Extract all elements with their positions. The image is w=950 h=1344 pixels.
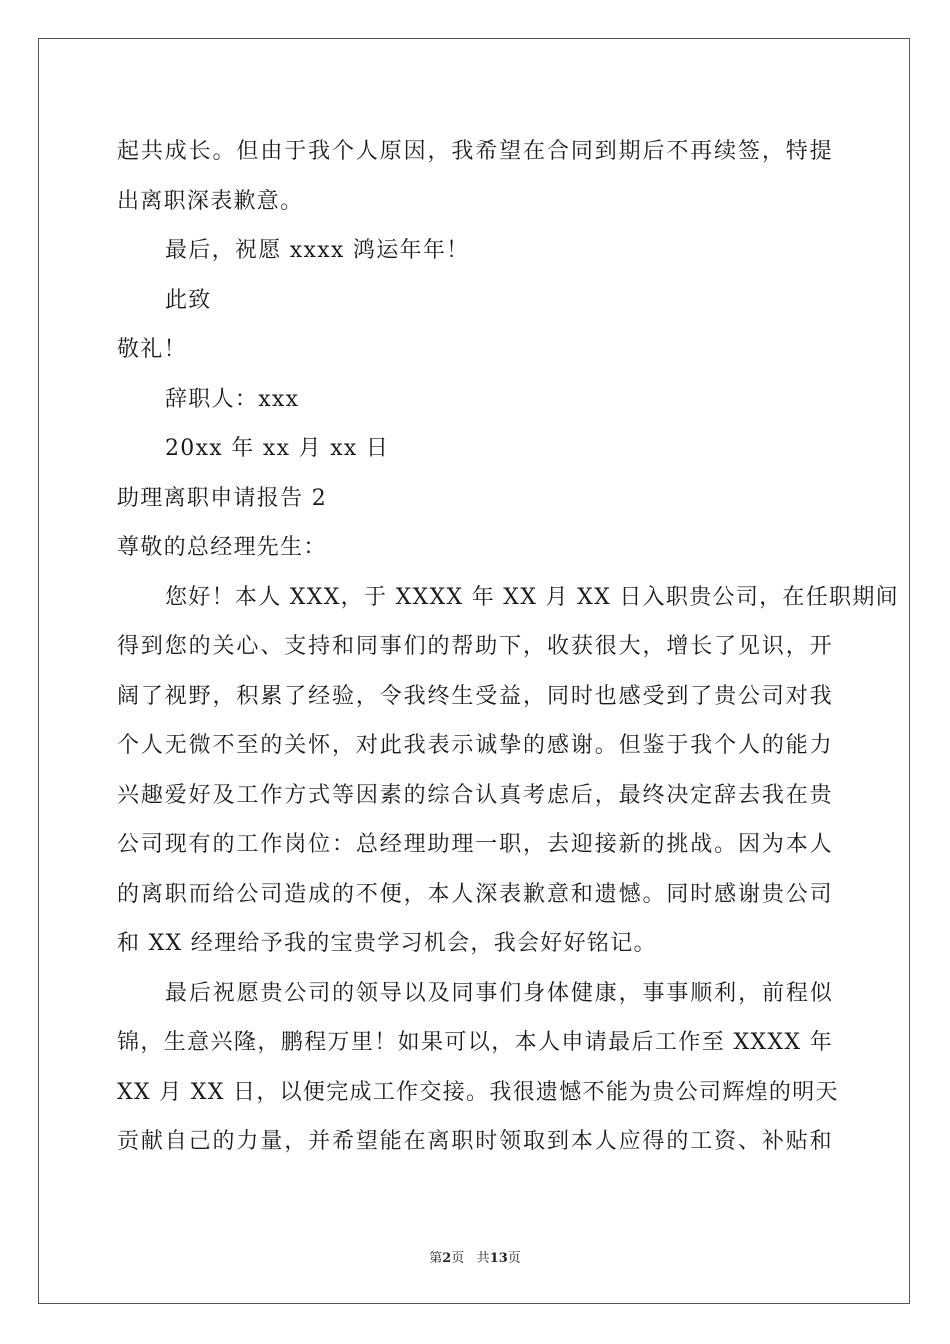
paragraph-line: 起共成长。但由于我个人原因，我希望在合同到期后不再续签，特提 (117, 139, 833, 164)
section-title: 助理离职申请报告 2 (117, 485, 327, 511)
letter-greeting: 尊敬的总经理先生： (117, 535, 327, 560)
page-prefix: 第 (429, 1251, 443, 1266)
paragraph-line: 最后祝愿贵公司的领导以及同事们身体健康，事事顺利，前程似 (165, 980, 833, 1006)
page-number: 2 (442, 1251, 452, 1266)
salutation-regards: 敬礼！ (117, 337, 187, 362)
paragraph-line: 公司现有的工作岗位：总经理助理一职，去迎接新的挑战。因为本人 (117, 832, 833, 857)
paragraph-line: 得到您的关心、支持和同事们的帮助下，收获很大，增长了见识，开 (117, 634, 833, 659)
signature-name: 辞职人：xxx (165, 386, 300, 412)
document-body (117, 127, 899, 1167)
paragraph-line: 兴趣爱好及工作方式等因素的综合认真考虑后，最终决定辞去我在贵 (117, 782, 833, 808)
paragraph-line: 贡献自己的力量，并希望能在离职时领取到本人应得的工资、补贴和 (117, 1129, 833, 1154)
paragraph-line: XX 月 XX 日，以便完成工作交接。我很遗憾不能为贵公司辉煌的明天 (117, 1079, 839, 1105)
paragraph-line: 阔了视野，积累了经验，令我终生受益，同时也感受到了贵公司对我 (117, 683, 833, 709)
paragraph-line: 个人无微不至的关怀，对此我表示诚挚的感谢。但鉴于我个人的能力 (117, 733, 833, 758)
signature-date: 20xx 年 xx 月 xx 日 (165, 436, 390, 461)
page-suffix: 页 (451, 1251, 465, 1266)
paragraph-line: 出离职深表歉意。 (117, 188, 304, 214)
total-pages: 13 (489, 1251, 508, 1266)
paragraph-line: 和 XX 经理给予我的宝贵学习机会，我会好好铭记。 (117, 931, 657, 956)
total-prefix: 共 (476, 1251, 490, 1266)
salutation-closing: 此致 (165, 287, 212, 313)
paragraph-line: 的离职而给公司造成的不便，本人深表歉意和遗憾。同时感谢贵公司 (117, 881, 833, 907)
closing-wish: 最后，祝愿 xxxx 鸿运年年！ (165, 238, 470, 263)
paragraph-line: 锦，生意兴隆，鹏程万里！如果可以，本人申请最后工作至 XXXX 年 (117, 1030, 833, 1055)
page-footer (0, 1247, 950, 1266)
paragraph-line: 您好！本人 XXX，于 XXXX 年 XX 月 XX 日入职贵公司，在任职期间 (165, 584, 899, 610)
total-suffix: 页 (507, 1251, 521, 1266)
